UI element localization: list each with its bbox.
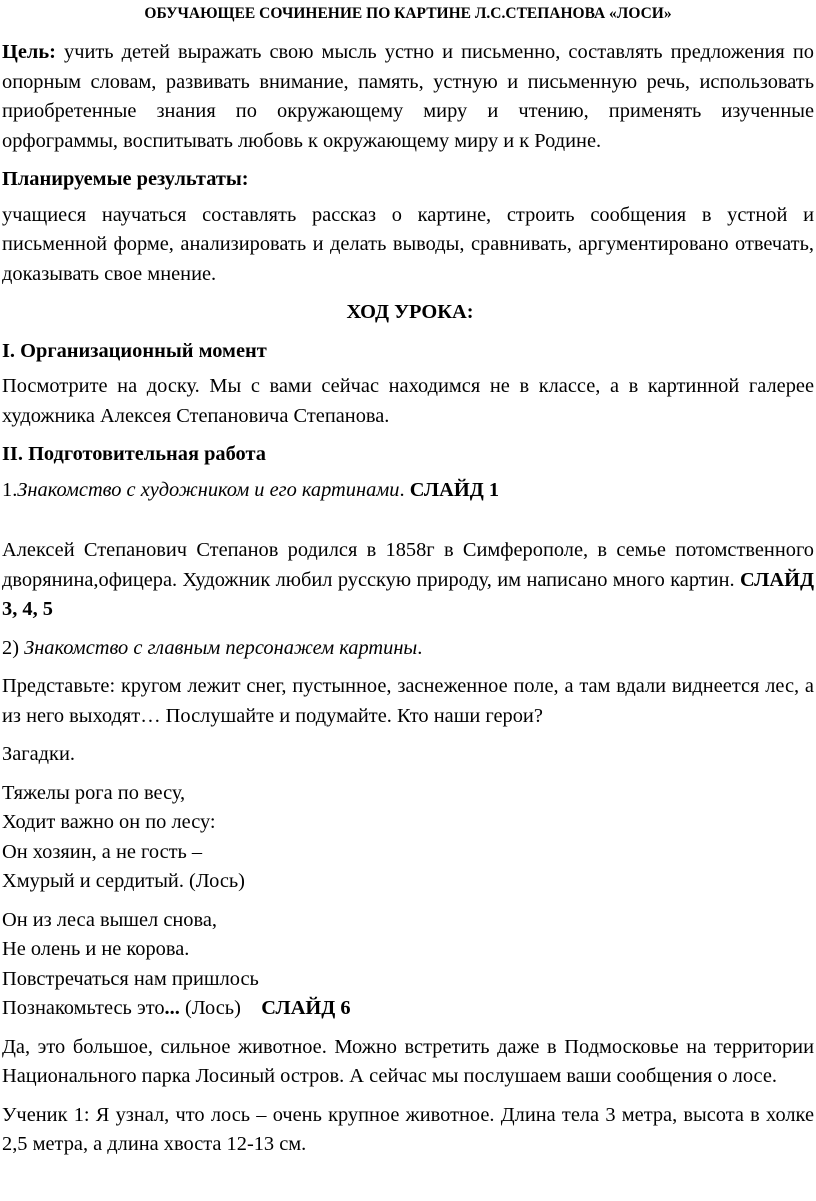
section1-text: Посмотрите на доску. Мы с вами сейчас находимся не в классе, а в картинной галерее художника Алексея Степановича Степанова.	[2, 375, 814, 427]
results-heading: Планируемые результаты:	[2, 168, 249, 190]
riddle1-line: Ходит важно он по лесу:	[2, 811, 216, 833]
goal-label: Цель:	[2, 41, 56, 63]
riddle2-line: Он из леса вышел снова,	[2, 908, 217, 931]
section1-heading: I. Организационный момент	[2, 339, 267, 362]
riddle2-last-a: Познакомьтесь это	[2, 997, 165, 1019]
item2-line	[2, 634, 814, 664]
riddle2-slide: СЛАЙД 6	[261, 997, 351, 1019]
riddle2-line: Повстречаться нам пришлось	[2, 967, 259, 990]
spacer	[2, 514, 814, 536]
bio-text: Алексей Степанович Степанов родился в 1858г в Симферополе, в семье потомственного дворянина,офицера. Художник любил русскую природу, им написано много картин.	[2, 539, 814, 591]
document-title: ОБУЧАЮЩЕЕ СОЧИНЕНИЕ ПО КАРТИНЕ Л.С.СТЕПАНОВА «ЛОСИ»	[144, 5, 672, 22]
riddle-2	[2, 906, 814, 1024]
riddle1-line: Хмурый и сердитый. (Лось)	[2, 870, 245, 892]
riddle1-line: Он хозяин, а не гость –	[2, 840, 203, 863]
imagine-paragraph: Представьте: кругом лежит снег, пустынное, заснеженное поле, а там вдали виднеется лес, а из него выходят… Послушайте и подумайте. Кто наши герои?	[2, 675, 814, 727]
student1-paragraph: Ученик 1: Я узнал, что лось – очень крупное животное. Длина тела 3 метра, высота в холке 2,5 метра, а длина хвоста 12-13 см.	[2, 1103, 814, 1155]
lesson-heading: ХОД УРОКА:	[346, 301, 474, 323]
item2-number: 2)	[2, 636, 25, 659]
item1-text: Знакомство с художником и его картинами	[17, 478, 400, 501]
riddles-label: Загадки.	[2, 743, 75, 765]
riddle2-last-line	[2, 994, 814, 1024]
item1-line	[2, 476, 814, 506]
item2-dot: .	[417, 636, 423, 659]
riddle-1	[2, 779, 814, 897]
section2-heading: II. Подготовительная работа	[2, 443, 266, 465]
item2-text: Знакомство с главным персонажем картины	[24, 636, 418, 659]
riddle2-ellipsis: ...	[164, 997, 180, 1019]
bio-slide: СЛАЙД 3, 4, 5	[2, 568, 814, 620]
goal-paragraph	[2, 38, 814, 156]
moose-paragraph: Да, это большое, сильное животное. Можно встретить даже в Подмосковье на территории Национального парка Лосиный остров. А сейчас мы послушаем ваши сообщения о лосе.	[2, 1035, 814, 1087]
riddle1-line: Тяжелы рога по весу,	[2, 781, 186, 804]
item1-dot: .	[399, 478, 410, 501]
item1-number: 1.	[2, 478, 18, 501]
riddle2-line: Не олень и не корова.	[2, 938, 190, 960]
goal-text: учить детей выражать свою мысль устно и письменно, составлять предложения по опорным словам, развивать внимание, память, устную и письменную речь, использовать приобретенные знания по окружающему миру и чтению, применять изученные орфограммы, воспитывать любовь к окружающему миру и к Родине.	[2, 41, 814, 152]
bio-paragraph	[2, 536, 814, 625]
results-text: учащиеся научаться составлять рассказ о картине, строить сообщения в устной и письменной форме, анализировать и делать выводы, сравнивать, аргументировано отвечать, доказывать свое мнение.	[2, 203, 814, 285]
riddle2-answer: (Лось)	[179, 997, 262, 1019]
item1-slide: СЛАЙД 1	[409, 478, 500, 501]
